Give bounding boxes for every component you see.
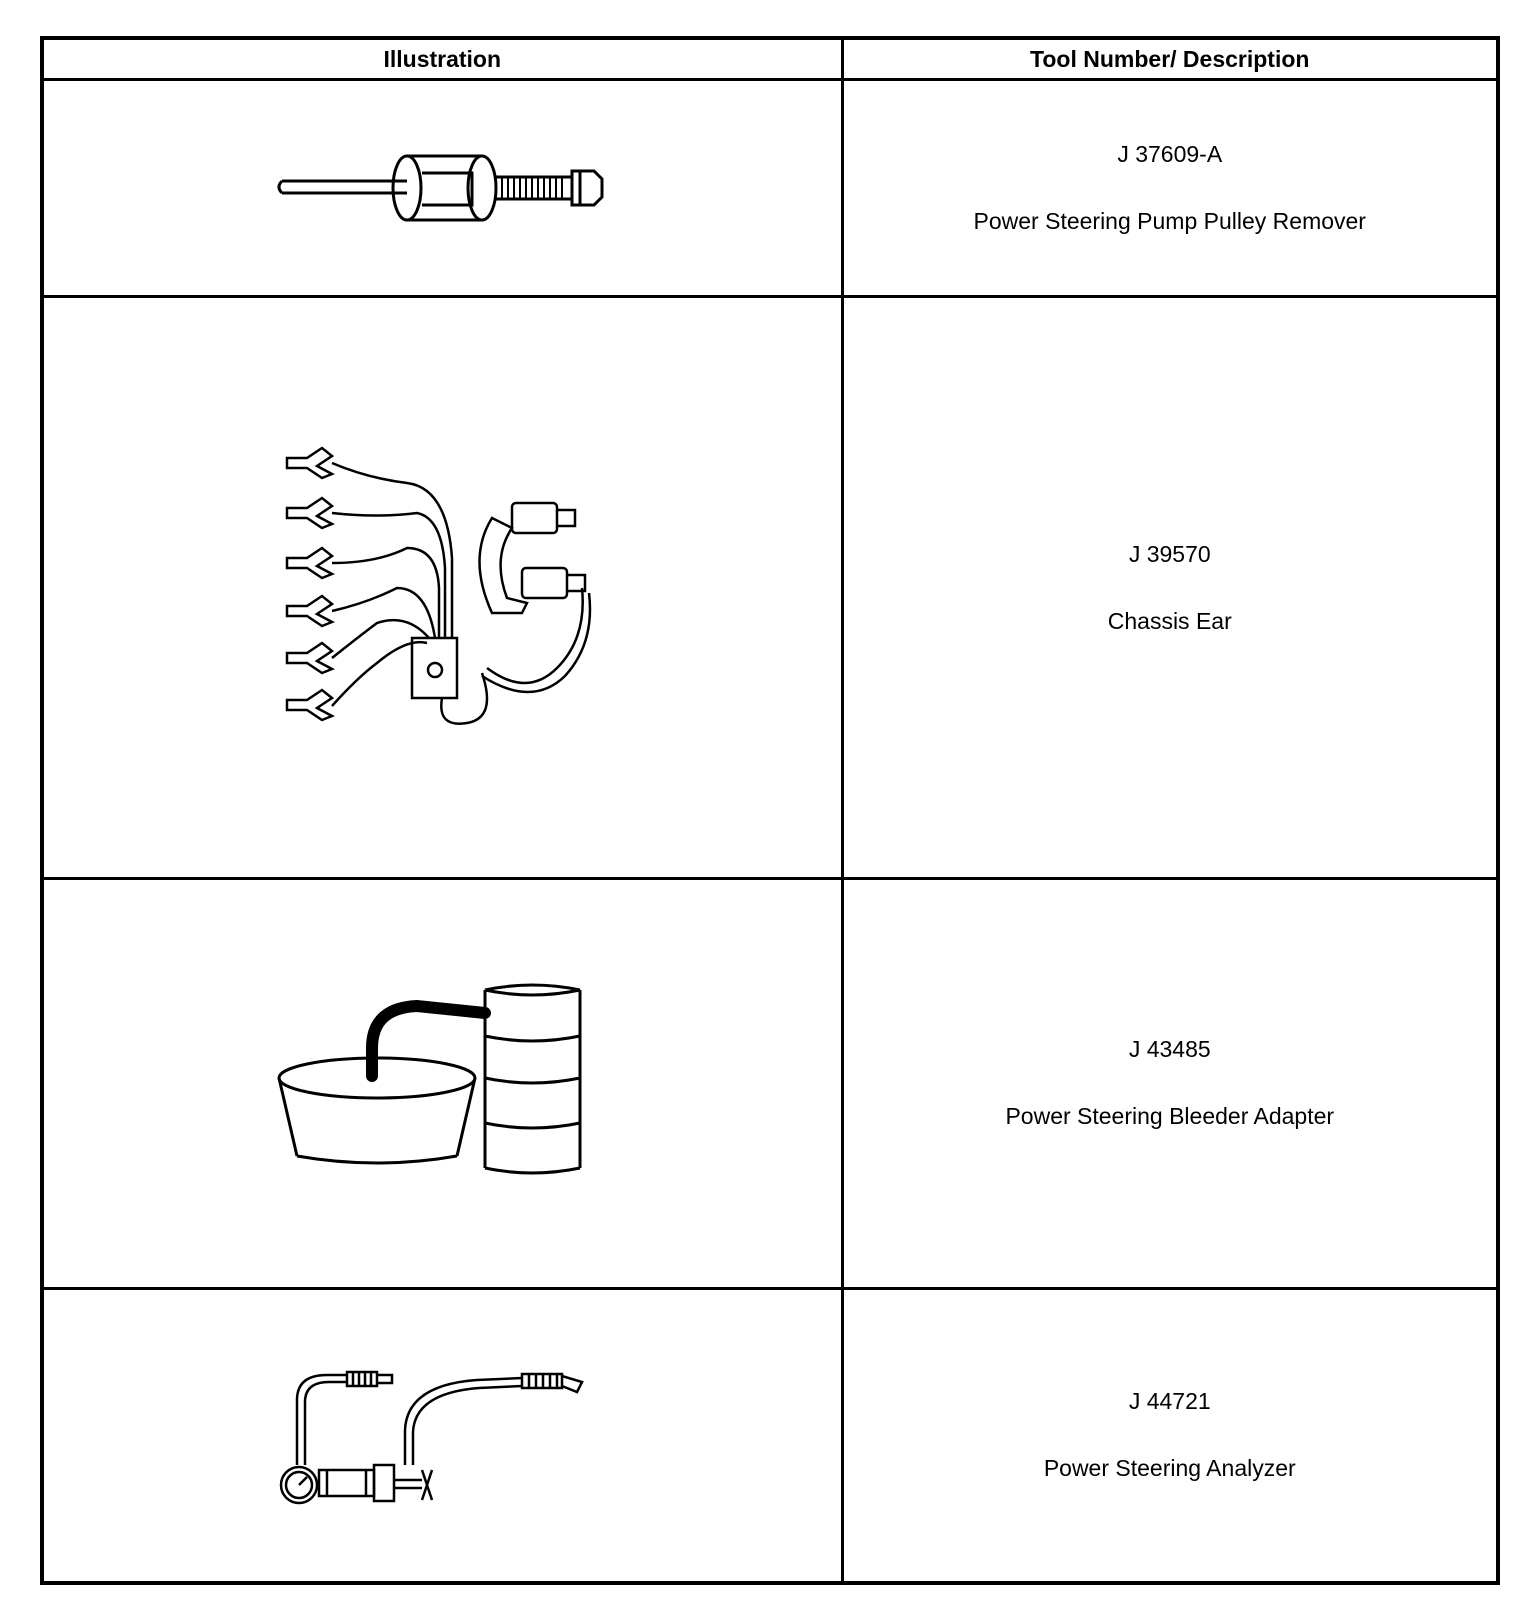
pulley-remover-icon [272, 133, 612, 243]
tool-number: J 43485 [1128, 1036, 1211, 1063]
description-cell [842, 1288, 1498, 1583]
tool-description: Power Steering Pump Pulley Remover [973, 208, 1366, 235]
header-row [42, 38, 1498, 80]
header-description: Tool Number/ Description [842, 38, 1498, 80]
description-cell [842, 879, 1498, 1288]
tool-description: Power Steering Bleeder Adapter [1005, 1103, 1335, 1130]
steering-analyzer-icon [277, 1360, 607, 1510]
illustration-cell [42, 80, 842, 297]
tool-number: J 44721 [1128, 1388, 1211, 1415]
tool-description: Power Steering Analyzer [1043, 1455, 1296, 1482]
bleeder-adapter-icon [277, 978, 607, 1188]
header-illustration: Illustration [42, 38, 842, 80]
table-row [42, 80, 1498, 297]
description-cell [842, 297, 1498, 879]
table-row [42, 297, 1498, 879]
description-cell [842, 80, 1498, 297]
tool-table [40, 36, 1500, 1585]
table-row [42, 1288, 1498, 1583]
tool-number: J 37609-A [1117, 141, 1223, 168]
tool-description: Chassis Ear [1107, 607, 1232, 634]
illustration-cell [42, 297, 842, 879]
illustration-cell [42, 1288, 842, 1583]
chassis-ear-icon [277, 438, 607, 738]
tool-number: J 39570 [1128, 540, 1211, 567]
table-row [42, 879, 1498, 1288]
illustration-cell [42, 879, 842, 1288]
